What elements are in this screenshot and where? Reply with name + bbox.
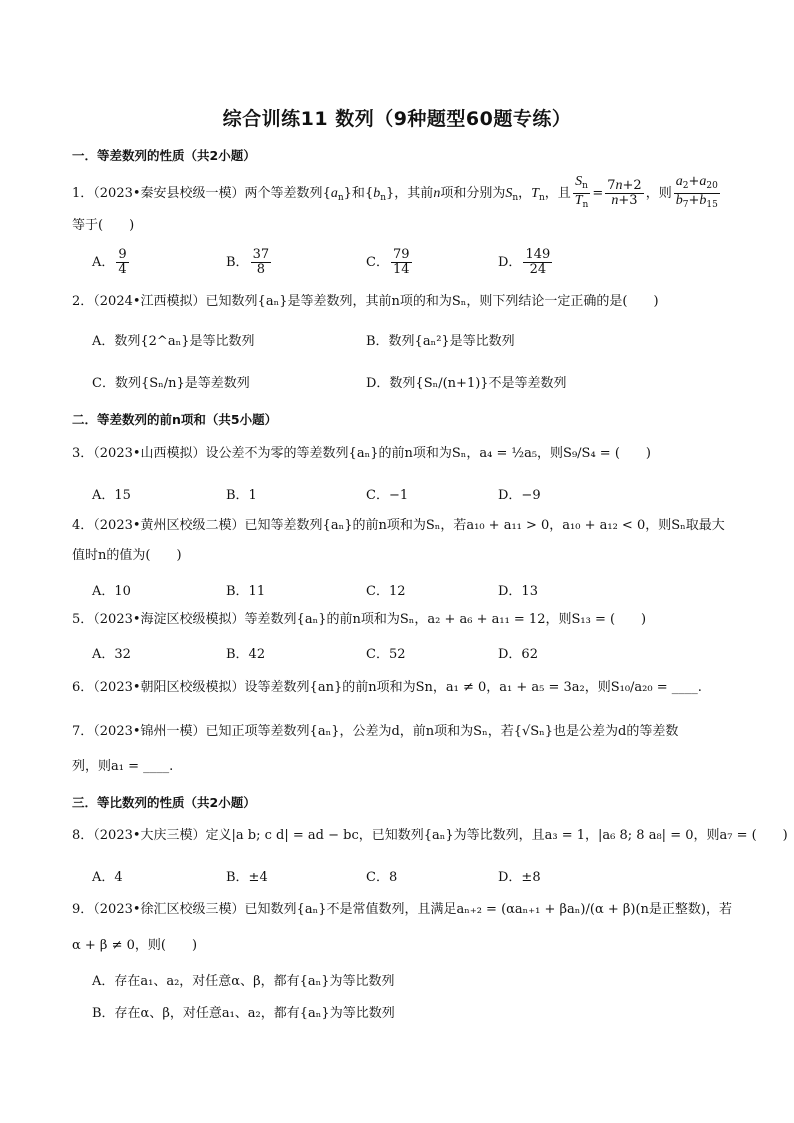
option-d[interactable]: D．13 — [498, 584, 538, 599]
option-d[interactable]: D．数列{Sₙ/(n+1)}不是等差数列 — [366, 376, 567, 391]
option-d[interactable]: D．62 — [498, 647, 538, 662]
question-2-options-ab — [92, 330, 732, 358]
option-b[interactable]: B．±4 — [226, 870, 268, 885]
option-a[interactable]: A．4 — [92, 870, 123, 885]
option-c[interactable]: C． $\frac{79}{14}$ — [366, 247, 410, 277]
question-1: 1．（2023•秦安县校级一模）两个等差数列$\{a_n\}$和$\{b_n\}$，其前n项和分别为$S_n$，$T_n$，且 $\frac{S_n}{T_n}$ = $\frac{7n+2}{n+3}$ ，则 $\frac{a_2+a_{20}}{b_7+b_{15}}$ — [72, 174, 718, 210]
question-9-option-a — [92, 970, 732, 998]
option-a[interactable]: A． $\frac{9}{4}$ — [92, 247, 127, 277]
page-title: 综合训练11 数列（9种题型60题专练） — [222, 108, 572, 130]
option-a[interactable]: A．10 — [92, 584, 131, 599]
section-heading-3: 三．等比数列的性质（共2小题） — [72, 795, 256, 810]
question-2: 2．（2024•江西模拟）已知数列{aₙ}是等差数列，其前n项的和为Sₙ，则下列结论一定正确的是( ) — [72, 294, 659, 309]
question-7-line2: 列，则a₁ = ____. — [72, 759, 174, 774]
question-4-line2: 值时n的值为( ) — [72, 548, 182, 563]
question-1-line2: 等于( ) — [72, 218, 135, 233]
option-b[interactable]: B．11 — [226, 584, 266, 599]
option-b[interactable]: B．1 — [226, 488, 257, 503]
option-d[interactable]: D．−9 — [498, 488, 541, 503]
question-5-options — [92, 643, 732, 671]
question-8: 8．（2023•大庆三模）定义|a b; c d| = ad − bc，已知数列{aₙ}为等比数列，且a₃ = 1，|a₆ 8; 8 a₈| = 0，则a₇ = ( ) — [72, 828, 788, 843]
question-9: 9．（2023•徐汇区校级三模）已知数列{aₙ}不是常值数列，且满足aₙ₊₂ = (αaₙ₊₁ + βaₙ)/(α + β)(n是正整数)，若 — [72, 902, 732, 917]
question-8-options — [92, 866, 732, 894]
question-2-options-cd — [92, 372, 732, 400]
question-9-option-b — [92, 1002, 732, 1030]
question-3-options — [92, 484, 732, 512]
section-heading-1: 一．等差数列的性质（共2小题） — [72, 148, 256, 163]
option-c[interactable]: C．52 — [366, 647, 406, 662]
option-c[interactable]: C．−1 — [366, 488, 409, 503]
option-b[interactable]: B．42 — [226, 647, 266, 662]
option-c[interactable]: C．数列{Sₙ/n}是等差数列 — [92, 376, 250, 391]
option-c[interactable]: C．12 — [366, 584, 406, 599]
question-6: 6．（2023•朝阳区校级模拟）设等差数列{an}的前n项和为Sn，a₁ ≠ 0，a₁ + a₅ = 3a₂，则S₁₀/a₂₀ = ____. — [72, 680, 702, 695]
option-a[interactable]: A．数列{2^aₙ}是等比数列 — [92, 334, 255, 349]
option-b[interactable]: B． $\frac{37}{8}$ — [226, 247, 270, 277]
question-1-options — [92, 248, 732, 276]
question-7: 7．（2023•锦州一模）已知正项等差数列{aₙ}，公差为d，前n项和为Sₙ，若{√Sₙ}也是公差为d的等差数 — [72, 724, 679, 739]
option-d[interactable]: D． $\frac{149}{24}$ — [498, 247, 551, 277]
option-c[interactable]: C．8 — [366, 870, 398, 885]
question-9-line2: α + β ≠ 0，则( ) — [72, 938, 198, 953]
option-b[interactable]: B．数列{aₙ²}是等比数列 — [366, 334, 515, 349]
section-heading-2: 二．等差数列的前n项和（共5小题） — [72, 412, 278, 427]
option-a[interactable]: A．存在a₁、a₂，对任意α、β，都有{aₙ}为等比数列 — [92, 974, 395, 989]
question-4-options — [92, 580, 732, 608]
option-a[interactable]: A．15 — [92, 488, 131, 503]
question-3: 3．（2023•山西模拟）设公差不为零的等差数列{aₙ}的前n项和为Sₙ，a₄ = ½a₅，则S₉/S₄ = ( ) — [72, 446, 651, 461]
question-5: 5．（2023•海淀区校级模拟）等差数列{aₙ}的前n项和为Sₙ，a₂ + a₆ + a₁₁ = 12，则S₁₃ = ( ) — [72, 612, 647, 627]
option-b[interactable]: B．存在α、β，对任意a₁、a₂，都有{aₙ}为等比数列 — [92, 1006, 395, 1021]
option-d[interactable]: D．±8 — [498, 870, 541, 885]
question-4: 4．（2023•黄州区校级二模）已知等差数列{aₙ}的前n项和为Sₙ，若a₁₀ + a₁₁ > 0，a₁₀ + a₁₂ < 0，则Sₙ取最大 — [72, 518, 725, 533]
option-a[interactable]: A．32 — [92, 647, 131, 662]
